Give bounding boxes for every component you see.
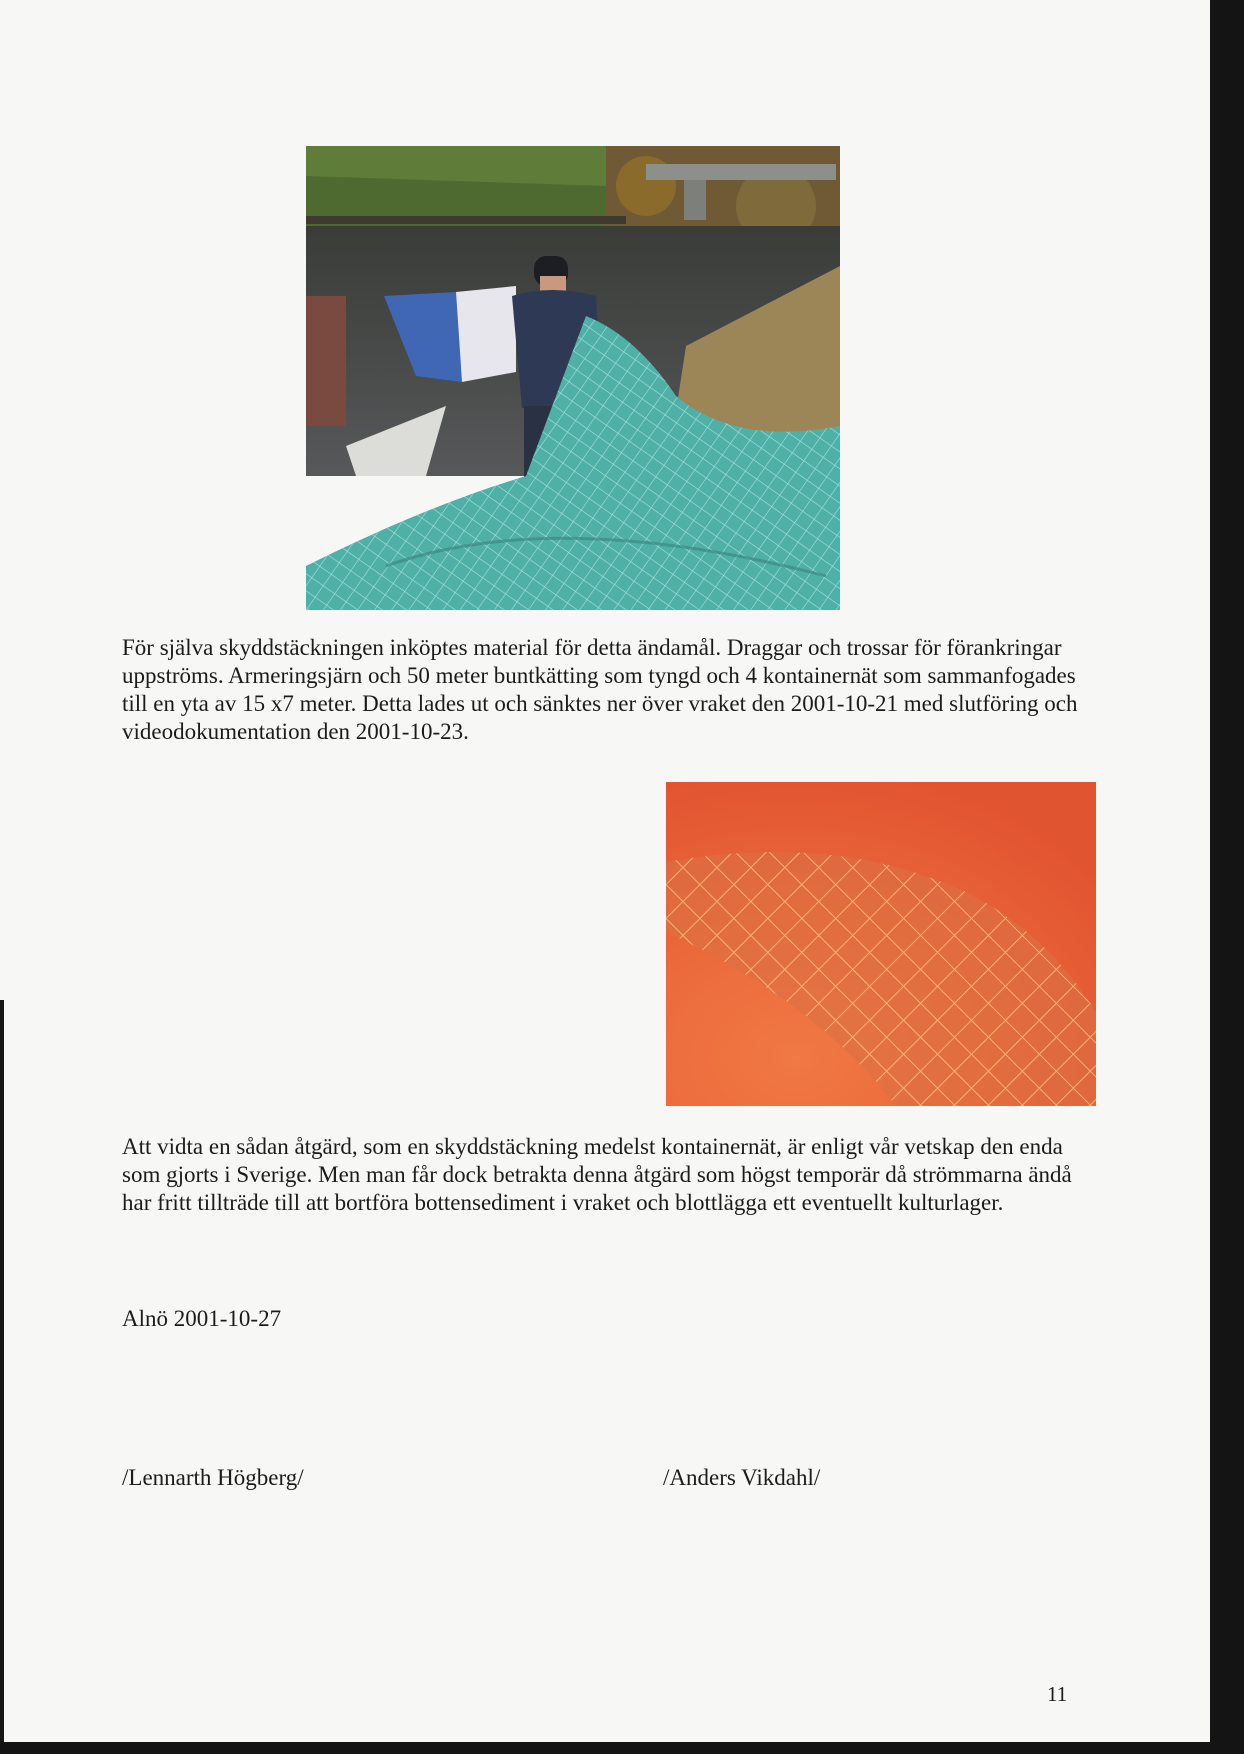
scan-edge-left — [0, 1000, 4, 1754]
paragraph-assessment: Att vidta en sådan åtgärd, som en skyddstäckning medelst kontainernät, är enligt vår vetskap den enda som gjorts i Sverige. Men man får dock betrakta denna åtgärd som högst temporär då strömmarna ändå har fritt tillträde till att bortföra bottensediment i vraket och blottlägga ett eventuellt kulturlager. — [122, 1134, 1072, 1215]
photo-underwater-net — [666, 782, 1096, 1106]
page-number: 11 — [1047, 1682, 1068, 1706]
paragraph-materials: För själva skyddstäckningen inköptes material för detta ändamål. Draggar och trossar för förankringar uppströms. Armeringsjärn och 50 meter buntkätting som tyngd och 4 kontainernät som sammanfogades till en yta av 15 x7 meter. Detta lades ut och sänktes ner över vraket den 2001-10-21 med slutföring och videodokumentation den 2001-10-23. — [122, 635, 1078, 744]
signature-anders-vikdahl: /Anders Vikdahl/ — [663, 1465, 821, 1490]
scan-edge-right — [1210, 0, 1244, 1754]
scan-edge-bottom — [0, 1742, 1244, 1754]
signature-lennarth-hogberg: /Lennarth Högberg/ — [122, 1465, 304, 1490]
photo-river-net — [306, 146, 840, 610]
place-date: Alnö 2001-10-27 — [122, 1306, 282, 1331]
